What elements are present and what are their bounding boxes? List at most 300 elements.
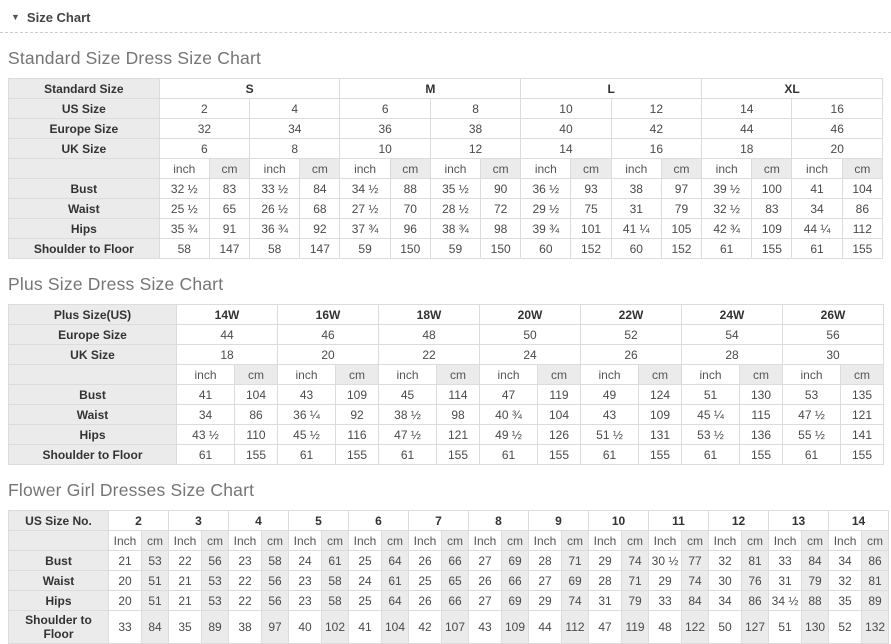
value-cell: 47 ½ [379, 425, 437, 445]
value-cell: 42 [409, 611, 442, 644]
value-cell: 98 [437, 405, 480, 425]
value-cell: 25 [409, 571, 442, 591]
value-cell: 60 [521, 239, 571, 259]
unit-cell: inch [177, 365, 235, 385]
value-cell: 10 [340, 139, 430, 159]
value-cell: 150 [390, 239, 430, 259]
value-cell: 58 [159, 239, 209, 259]
unit-cell: Inch [649, 531, 682, 551]
plus-size-section [8, 274, 883, 465]
value-cell: 8 [250, 139, 340, 159]
value-cell: 14 [521, 139, 611, 159]
unit-cell: cm [622, 531, 649, 551]
value-cell: 56 [202, 551, 229, 571]
value-cell: 71 [562, 551, 589, 571]
unit-cell: Inch [409, 531, 442, 551]
value-cell: 64 [382, 551, 409, 571]
value-cell: 155 [235, 445, 278, 465]
flower-girl-table [8, 510, 889, 644]
value-cell: 121 [841, 405, 884, 425]
value-cell: 35 [169, 611, 202, 644]
unit-cell: cm [442, 531, 469, 551]
table-row [9, 405, 884, 425]
value-cell: 18 [177, 345, 278, 365]
value-cell: 53 [202, 571, 229, 591]
value-cell: 29 ½ [521, 199, 571, 219]
value-cell: 21 [169, 591, 202, 611]
unit-cell: cm [202, 531, 229, 551]
unit-cell: cm [740, 365, 783, 385]
value-cell: 31 [589, 591, 622, 611]
row-label: UK Size [9, 139, 160, 159]
value-cell: 16 [792, 99, 883, 119]
value-cell: 2 [159, 99, 249, 119]
value-cell: 34 [829, 551, 862, 571]
value-cell: 60 [611, 239, 661, 259]
value-cell: 32 ½ [159, 179, 209, 199]
size-group-cell: 4 [229, 511, 289, 531]
value-cell: 135 [841, 385, 884, 405]
value-cell: 81 [862, 571, 889, 591]
table-row [9, 385, 884, 405]
size-group-cell: 14 [829, 511, 889, 531]
value-cell: 56 [783, 325, 884, 345]
table-row [9, 591, 889, 611]
value-cell: 126 [538, 425, 581, 445]
value-cell: 88 [390, 179, 430, 199]
value-cell: 124 [639, 385, 682, 405]
value-cell: 86 [862, 551, 889, 571]
value-cell: 112 [842, 219, 882, 239]
unit-cell: inch [702, 159, 752, 179]
unit-cell: cm [639, 365, 682, 385]
size-group-cell: 8 [469, 511, 529, 531]
table-row [9, 325, 884, 345]
value-cell: 58 [322, 571, 349, 591]
table-row [9, 571, 889, 591]
unit-cell: inch [611, 159, 661, 179]
value-cell: 28 [682, 345, 783, 365]
value-cell: 69 [502, 591, 529, 611]
unit-cell: cm [382, 531, 409, 551]
flower-girl-section [8, 480, 886, 644]
value-cell: 29 [649, 571, 682, 591]
value-cell: 32 ½ [702, 199, 752, 219]
size-group-cell: 3 [169, 511, 229, 531]
value-cell: 36 ½ [521, 179, 571, 199]
unit-cell: cm [322, 531, 349, 551]
size-group-cell: 24W [682, 305, 783, 325]
value-cell: 69 [562, 571, 589, 591]
value-cell: 131 [639, 425, 682, 445]
value-cell: 31 [769, 571, 802, 591]
value-cell: 104 [842, 179, 882, 199]
size-group-cell: 20W [480, 305, 581, 325]
value-cell: 77 [682, 551, 709, 571]
value-cell: 30 [783, 345, 884, 365]
dashed-divider [0, 32, 891, 33]
row-label: UK Size [9, 345, 177, 365]
unit-cell: cm [538, 365, 581, 385]
unit-cell: cm [262, 531, 289, 551]
value-cell: 91 [209, 219, 249, 239]
value-cell: 26 [581, 345, 682, 365]
unit-cell: inch [278, 365, 336, 385]
table-row [9, 179, 883, 199]
unit-cell: Inch [469, 531, 502, 551]
unit-cell: inch [430, 159, 480, 179]
value-cell: 155 [639, 445, 682, 465]
value-cell: 39 ½ [702, 179, 752, 199]
value-cell: 41 [792, 179, 842, 199]
unit-cell: Inch [529, 531, 562, 551]
value-cell: 89 [202, 611, 229, 644]
value-cell: 84 [300, 179, 340, 199]
value-cell: 79 [622, 591, 649, 611]
unit-cell: Inch [589, 531, 622, 551]
value-cell: 36 ¾ [250, 219, 300, 239]
unit-cell: cm [862, 531, 889, 551]
table-row [9, 79, 883, 99]
unit-cell: cm [300, 159, 340, 179]
value-cell: 27 ½ [340, 199, 390, 219]
value-cell: 24 [349, 571, 382, 591]
plus-size-table [8, 304, 884, 465]
value-cell: 38 ¾ [430, 219, 480, 239]
value-cell: 16 [611, 139, 701, 159]
value-cell: 116 [336, 425, 379, 445]
value-cell: 27 [469, 591, 502, 611]
table-row [9, 159, 883, 179]
value-cell: 49 [581, 385, 639, 405]
value-cell: 100 [752, 179, 792, 199]
value-cell: 8 [430, 99, 520, 119]
unit-cell: inch [682, 365, 740, 385]
unit-cell: cm [802, 531, 829, 551]
value-cell: 47 [589, 611, 622, 644]
value-cell: 61 [177, 445, 235, 465]
value-cell: 50 [709, 611, 742, 644]
value-cell: 136 [740, 425, 783, 445]
value-cell: 122 [682, 611, 709, 644]
value-cell: 50 [480, 325, 581, 345]
value-cell: 74 [622, 551, 649, 571]
value-cell: 34 [709, 591, 742, 611]
value-cell: 21 [109, 551, 142, 571]
value-cell: 23 [289, 571, 322, 591]
value-cell: 40 [521, 119, 611, 139]
value-cell: 61 [480, 445, 538, 465]
table-row [9, 425, 884, 445]
size-group-cell: 11 [649, 511, 709, 531]
value-cell: 65 [209, 199, 249, 219]
table-row [9, 219, 883, 239]
value-cell: 93 [571, 179, 611, 199]
value-cell: 22 [229, 571, 262, 591]
value-cell: 25 ½ [159, 199, 209, 219]
value-cell: 39 ¾ [521, 219, 571, 239]
size-group-cell: 18W [379, 305, 480, 325]
size-chart-section-toggle[interactable] [8, 6, 883, 32]
value-cell: 86 [742, 591, 769, 611]
table-row [9, 305, 884, 325]
row-label: Shoulder to Floor [9, 239, 160, 259]
value-cell: 45 [379, 385, 437, 405]
value-cell: 155 [752, 239, 792, 259]
row-label: Bust [9, 385, 177, 405]
value-cell: 23 [229, 551, 262, 571]
unit-cell: cm [437, 365, 480, 385]
row-label: Shoulder to Floor [9, 445, 177, 465]
value-cell: 155 [437, 445, 480, 465]
value-cell: 43 [581, 405, 639, 425]
value-cell: 79 [802, 571, 829, 591]
unit-cell: Inch [229, 531, 262, 551]
unit-cell: cm [336, 365, 379, 385]
value-cell: 33 [649, 591, 682, 611]
row-label: Waist [9, 405, 177, 425]
collapse-arrow-icon: ▼ [11, 12, 20, 22]
value-cell: 51 ½ [581, 425, 639, 445]
value-cell: 49 ½ [480, 425, 538, 445]
value-cell: 29 [529, 591, 562, 611]
value-cell: 84 [142, 611, 169, 644]
value-cell: 43 [469, 611, 502, 644]
row-label: Hips [9, 591, 109, 611]
value-cell: 58 [250, 239, 300, 259]
value-cell: 55 ½ [783, 425, 841, 445]
row-label: Plus Size(US) [9, 305, 177, 325]
value-cell: 86 [235, 405, 278, 425]
size-group-cell: 12 [709, 511, 769, 531]
value-cell: 83 [752, 199, 792, 219]
value-cell: 22 [229, 591, 262, 611]
value-cell: 6 [340, 99, 430, 119]
value-cell: 32 [829, 571, 862, 591]
row-label: Hips [9, 219, 160, 239]
unit-cell: inch [159, 159, 209, 179]
value-cell: 12 [430, 139, 520, 159]
value-cell: 36 [340, 119, 430, 139]
value-cell: 34 [792, 199, 842, 219]
value-cell: 155 [538, 445, 581, 465]
value-cell: 32 [709, 551, 742, 571]
value-cell: 52 [829, 611, 862, 644]
value-cell: 40 [289, 611, 322, 644]
value-cell: 109 [752, 219, 792, 239]
size-group-cell: 2 [109, 511, 169, 531]
value-cell: 24 [480, 345, 581, 365]
value-cell: 28 [529, 551, 562, 571]
value-cell: 155 [842, 239, 882, 259]
value-cell: 51 [682, 385, 740, 405]
table-row [9, 119, 883, 139]
value-cell: 41 [349, 611, 382, 644]
unit-cell: inch [250, 159, 300, 179]
plus-size-section-title: Plus Size Dress Size Chart [8, 274, 224, 294]
unit-cell: cm [209, 159, 249, 179]
value-cell: 61 [792, 239, 842, 259]
value-cell: 112 [562, 611, 589, 644]
value-cell: 155 [740, 445, 783, 465]
row-label: Hips [9, 425, 177, 445]
value-cell: 43 [278, 385, 336, 405]
value-cell: 152 [661, 239, 701, 259]
value-cell: 44 ¼ [792, 219, 842, 239]
size-group-cell: 10 [589, 511, 649, 531]
value-cell: 38 [430, 119, 520, 139]
size-group-cell: XL [702, 79, 883, 99]
value-cell: 38 ½ [379, 405, 437, 425]
value-cell: 30 [709, 571, 742, 591]
value-cell: 34 ½ [340, 179, 390, 199]
value-cell: 66 [442, 551, 469, 571]
value-cell: 46 [278, 325, 379, 345]
value-cell: 119 [538, 385, 581, 405]
size-group-cell: M [340, 79, 521, 99]
value-cell: 61 [581, 445, 639, 465]
table-row [9, 531, 889, 551]
table-row [9, 199, 883, 219]
unit-cell: inch [783, 365, 841, 385]
value-cell: 90 [481, 179, 521, 199]
value-cell: 26 ½ [250, 199, 300, 219]
value-cell: 76 [742, 571, 769, 591]
value-cell: 104 [235, 385, 278, 405]
unit-cell: Inch [709, 531, 742, 551]
value-cell: 28 ½ [430, 199, 480, 219]
row-label [9, 531, 109, 551]
size-group-cell: 7 [409, 511, 469, 531]
row-label: Bust [9, 179, 160, 199]
value-cell: 115 [740, 405, 783, 425]
value-cell: 84 [802, 551, 829, 571]
value-cell: 14 [702, 99, 792, 119]
value-cell: 65 [442, 571, 469, 591]
size-group-cell: 5 [289, 511, 349, 531]
size-group-cell: 14W [177, 305, 278, 325]
value-cell: 20 [792, 139, 883, 159]
row-label: Europe Size [9, 119, 160, 139]
value-cell: 109 [639, 405, 682, 425]
unit-cell: inch [581, 365, 639, 385]
unit-cell: Inch [289, 531, 322, 551]
value-cell: 42 [611, 119, 701, 139]
row-label: US Size No. [9, 511, 109, 531]
value-cell: 34 [250, 119, 340, 139]
value-cell: 97 [262, 611, 289, 644]
unit-cell: cm [842, 159, 882, 179]
value-cell: 114 [437, 385, 480, 405]
unit-cell: Inch [109, 531, 142, 551]
unit-cell: cm [390, 159, 430, 179]
value-cell: 150 [481, 239, 521, 259]
value-cell: 47 [480, 385, 538, 405]
table-row [9, 239, 883, 259]
value-cell: 155 [336, 445, 379, 465]
value-cell: 34 ½ [769, 591, 802, 611]
value-cell: 56 [262, 591, 289, 611]
value-cell: 32 [159, 119, 249, 139]
unit-cell: inch [480, 365, 538, 385]
value-cell: 47 ½ [783, 405, 841, 425]
value-cell: 45 ½ [278, 425, 336, 445]
value-cell: 26 [469, 571, 502, 591]
value-cell: 35 [829, 591, 862, 611]
value-cell: 23 [289, 591, 322, 611]
value-cell: 59 [340, 239, 390, 259]
unit-cell: Inch [169, 531, 202, 551]
value-cell: 104 [382, 611, 409, 644]
value-cell: 83 [209, 179, 249, 199]
table-row [9, 511, 889, 531]
value-cell: 61 [379, 445, 437, 465]
value-cell: 20 [278, 345, 379, 365]
value-cell: 38 [229, 611, 262, 644]
value-cell: 101 [571, 219, 611, 239]
size-group-cell: 22W [581, 305, 682, 325]
flower-girl-section-title: Flower Girl Dresses Size Chart [8, 480, 255, 500]
value-cell: 53 ½ [682, 425, 740, 445]
value-cell: 89 [862, 591, 889, 611]
value-cell: 25 [349, 551, 382, 571]
unit-cell: cm [502, 531, 529, 551]
unit-cell: inch [521, 159, 571, 179]
value-cell: 69 [502, 551, 529, 571]
row-label: Europe Size [9, 325, 177, 345]
value-cell: 22 [379, 345, 480, 365]
value-cell: 24 [289, 551, 322, 571]
size-group-cell: L [521, 79, 702, 99]
value-cell: 92 [336, 405, 379, 425]
value-cell: 130 [802, 611, 829, 644]
value-cell: 132 [862, 611, 889, 644]
row-label: Standard Size [9, 79, 160, 99]
value-cell: 33 [769, 551, 802, 571]
value-cell: 42 ¾ [702, 219, 752, 239]
value-cell: 127 [742, 611, 769, 644]
value-cell: 102 [322, 611, 349, 644]
value-cell: 20 [109, 591, 142, 611]
value-cell: 72 [481, 199, 521, 219]
value-cell: 26 [409, 591, 442, 611]
value-cell: 51 [769, 611, 802, 644]
value-cell: 141 [841, 425, 884, 445]
value-cell: 71 [622, 571, 649, 591]
value-cell: 58 [322, 591, 349, 611]
value-cell: 53 [783, 385, 841, 405]
value-cell: 21 [169, 571, 202, 591]
value-cell: 88 [802, 591, 829, 611]
size-group-cell: 16W [278, 305, 379, 325]
unit-cell: cm [142, 531, 169, 551]
value-cell: 22 [169, 551, 202, 571]
value-cell: 53 [142, 551, 169, 571]
row-label [9, 159, 160, 179]
size-chart-title: Size Chart [26, 10, 91, 25]
value-cell: 51 [142, 571, 169, 591]
size-group-cell: 13 [769, 511, 829, 531]
value-cell: 35 ½ [430, 179, 480, 199]
value-cell: 41 ¼ [611, 219, 661, 239]
table-row [9, 345, 884, 365]
value-cell: 79 [661, 199, 701, 219]
unit-cell: cm [481, 159, 521, 179]
value-cell: 155 [841, 445, 884, 465]
value-cell: 54 [682, 325, 783, 345]
unit-cell: cm [752, 159, 792, 179]
value-cell: 31 [611, 199, 661, 219]
